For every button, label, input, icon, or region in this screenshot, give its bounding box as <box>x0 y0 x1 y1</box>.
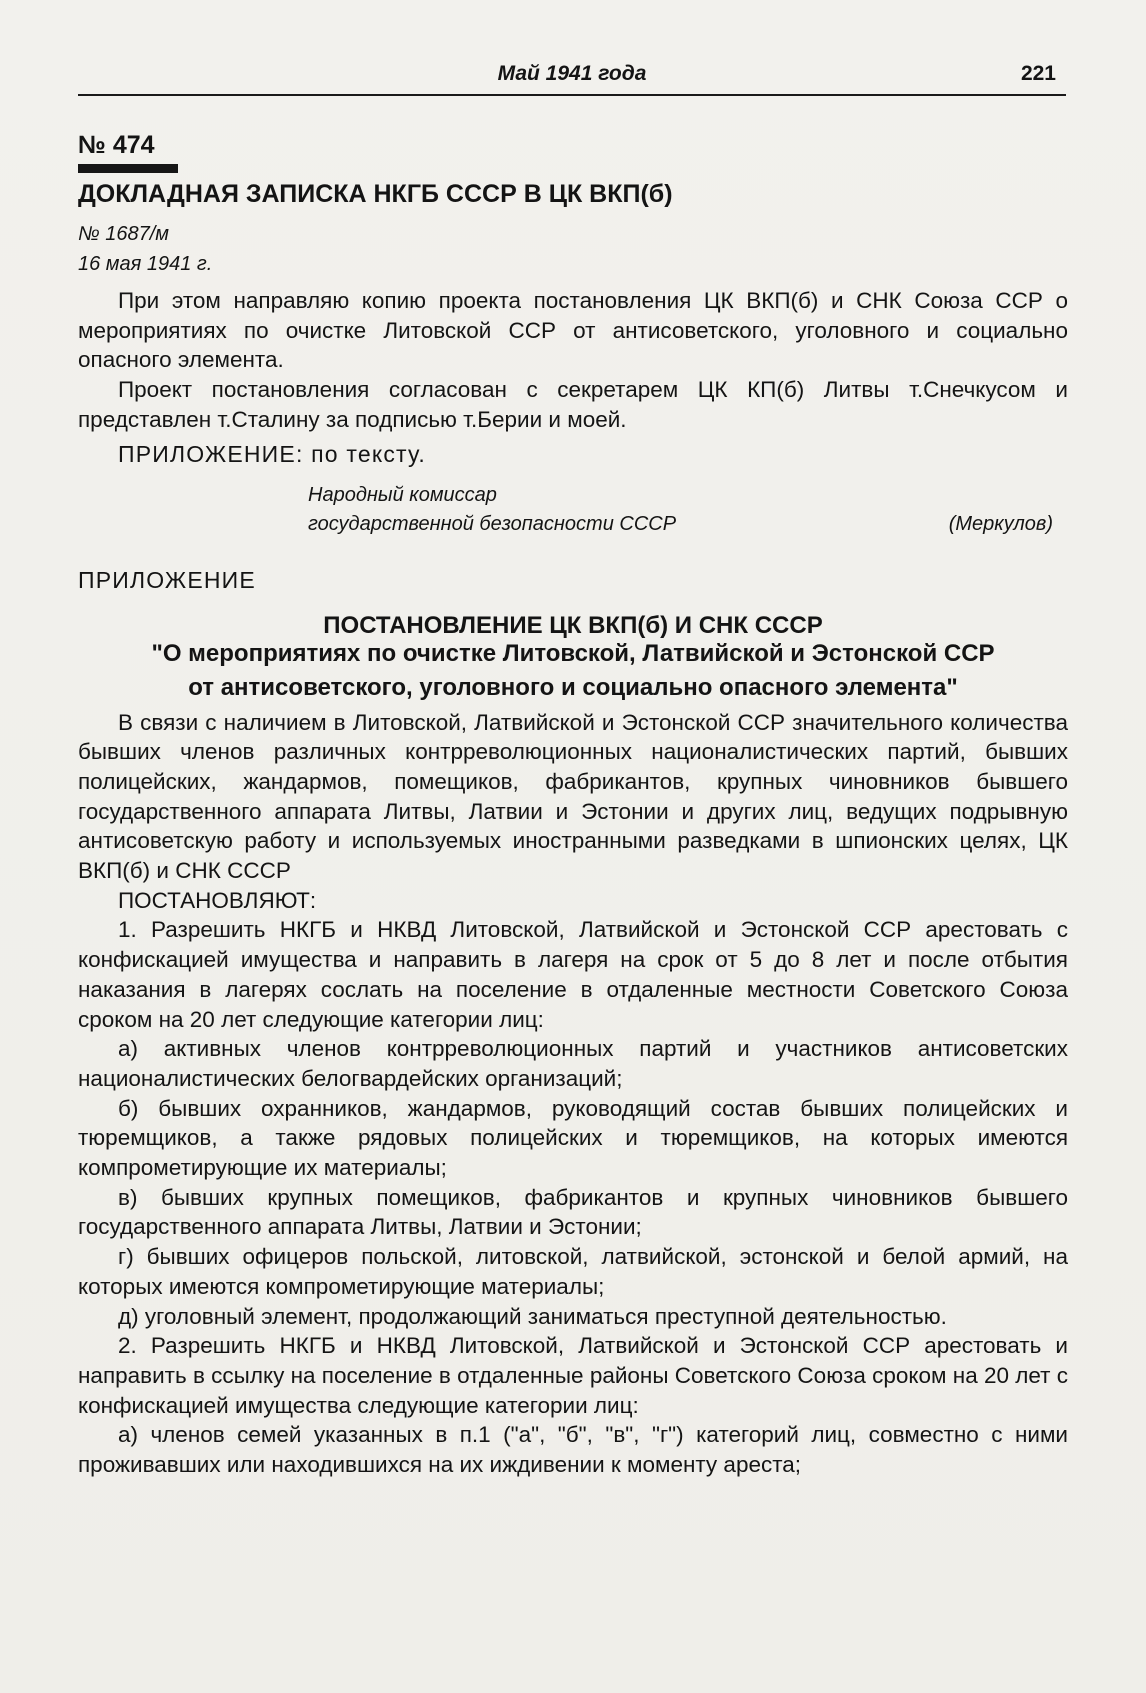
decree-item: в) бывших крупных помещиков, фабрикантов и крупных чиновников бывшего государственного аппарата Литвы, Латвии и Эстонии; <box>78 1184 1068 1240</box>
document-number-rule <box>78 164 178 173</box>
signature-position-line1: Народный комиссар <box>308 483 497 506</box>
memo-paragraph: При этом направляю копию проекта постановления ЦК ВКП(б) и СНК Союза ССР о мероприятиях по очистке Литовской ССР от антисоветского, уголовного и социально опасного элемента. <box>78 288 1068 373</box>
memo-paragraph: Проект постановления согласован с секретарем ЦК КП(б) Литвы т.Снечкусом и представлен т.Сталину за подписью т.Берии и моей. <box>78 377 1068 432</box>
signature-name: (Меркулов) <box>948 512 1053 535</box>
document-title: ДОКЛАДНАЯ ЗАПИСКА НКГБ СССР В ЦК ВКП(б) <box>78 180 673 208</box>
signature-position-line2: государственной безопасности СССР <box>308 512 677 535</box>
decree-item: а) членов семей указанных в п.1 ("а", "б", "в", "г") категорий лиц, совместно с ними проживавших или находившихся на их иждивении к моменту ареста; <box>78 1422 1068 1478</box>
page-content <box>78 130 1068 1480</box>
document-date: 16 мая 1941 г. <box>78 253 213 275</box>
signature-block <box>78 481 1068 541</box>
decree-title: ПОСТАНОВЛЕНИЕ ЦК ВКП(б) И СНК СССР <box>323 611 823 639</box>
decree-item: б) бывших охранников, жандармов, руководящий состав бывших полицейских и тюремщиков, а также рядовых полицейских и тюремщиков, на которых имеются компрометирующие их материалы; <box>78 1095 1068 1181</box>
decree-resolve: ПОСТАНОВЛЯЮТ: <box>118 887 317 913</box>
decree-item: а) активных членов контрреволюционных партий и участников антисоветских националистических белогвардейских организаций; <box>78 1036 1068 1091</box>
decree-subtitle-line1: "О мероприятиях по очистке Литовской, Латвийской и Эстонской ССР <box>151 639 995 667</box>
decree-intro: В связи с наличием в Литовской, Латвийской и Эстонской ССР значительного количества бывших членов различных контрреволюционных националистических партий, бывших полицейских, жандармов, помещиков, фабрикантов, крупных чиновников бывшего государственного аппарата Литвы, Латвии и Эстонии и других лиц, ведущих подрывную антисоветскую работу и используемых иностранными разведками в шпионских целях, ЦК ВКП(б) и СНК СССР <box>78 709 1068 884</box>
running-title: Май 1941 года <box>497 62 647 85</box>
appendix-label: ПРИЛОЖЕНИЕ <box>78 566 256 593</box>
decree-item: 1. Разрешить НКГБ и НКВД Литовской, Латвийской и Эстонской ССР арестовать с конфискацией имущества и направить в лагеря на срок от 5 до 8 лет и после отбытия наказания в лагерях сослать на поселение в отдаленные местности Советского Союза сроком на 20 лет следующие категории лиц: <box>78 917 1068 1032</box>
document-reference: № 1687/м <box>78 223 169 245</box>
appendix-reference: ПРИЛОЖЕНИЕ: по тексту. <box>118 440 427 467</box>
decree-item: д) уголовный элемент, продолжающий заниматься преступной деятельностью. <box>118 1303 947 1329</box>
memo-body <box>78 286 1068 435</box>
page-number: 221 <box>1020 62 1056 85</box>
page-header <box>78 60 1066 96</box>
decree-item: 2. Разрешить НКГБ и НКВД Литовской, Латвийской и Эстонской ССР арестовать и направить в ссылку на поселение в отдаленные районы Советского Союза сроком на 20 лет с конфискацией имущества следующие категории лиц: <box>78 1333 1068 1418</box>
decree-subtitle-line2: от антисоветского, уголовного и социально опасного элемента" <box>188 673 958 701</box>
document-number: № 474 <box>78 131 155 159</box>
decree-item: г) бывших офицеров польской, литовской, латвийской, эстонской и белой армий, на которых имеются компрометирующие материалы; <box>78 1244 1068 1299</box>
